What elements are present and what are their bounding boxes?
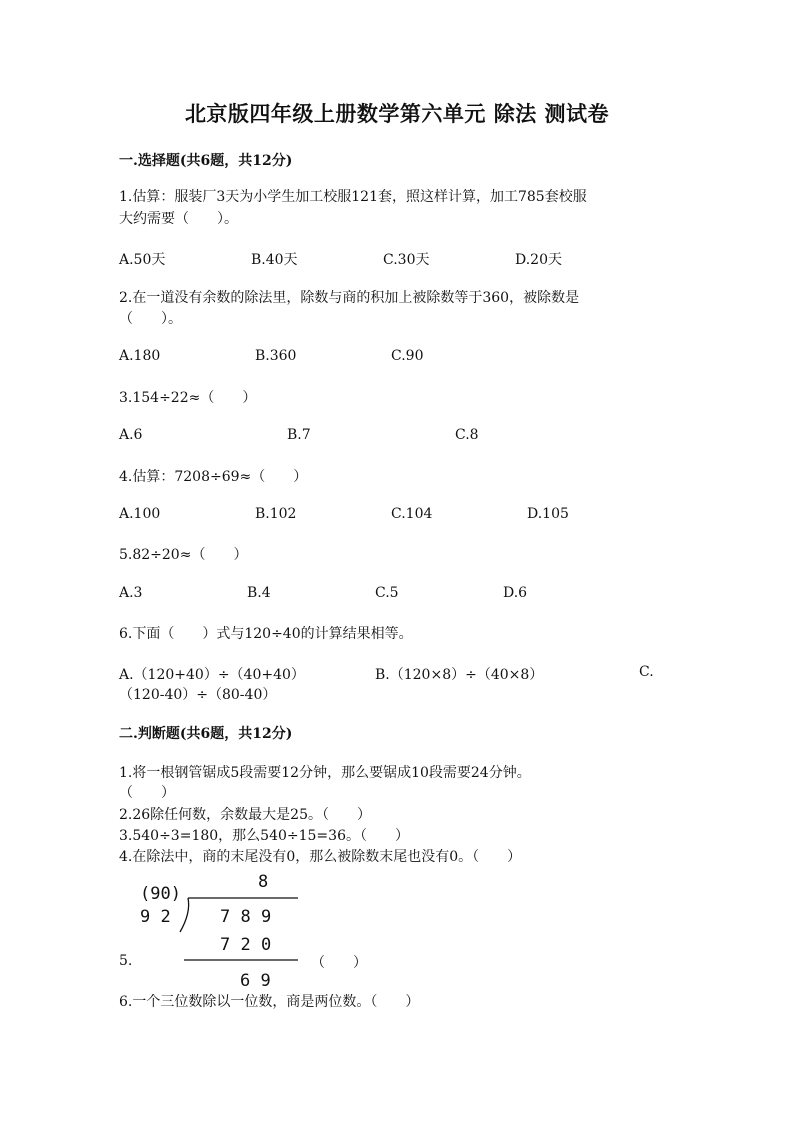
- question-4-line-1: 4.估算：7208÷69≈（ ）: [119, 469, 308, 485]
- question-3-option-c: C.8: [455, 427, 479, 443]
- question-4-option-c: C.104: [391, 506, 433, 522]
- section-heading-judgment: 二.判断题(共6题，共12分): [119, 726, 293, 742]
- question-3-option-a: A.6: [119, 427, 143, 443]
- question-2-option-b: B.360: [255, 348, 297, 364]
- judgment-4: 4.在除法中，商的末尾没有0，那么被除数末尾也没有0。（ ）: [119, 849, 522, 865]
- question-2-option-a: A.180: [119, 348, 161, 364]
- division-quotient: 8: [258, 872, 269, 892]
- judgment-3: 3.540÷3=180，那么540÷15=36。（ ）: [119, 828, 409, 844]
- judgment-5-label: 5.: [119, 953, 133, 969]
- question-1-line-2: 大约需要（ ）。: [119, 211, 238, 227]
- question-6-option-b: B.（120×8）÷（40×8）: [375, 667, 544, 683]
- question-3-option-b: B.7: [287, 427, 311, 443]
- judgment-1-line-1: 1.将一根钢管锯成5段需要12分钟，那么要锯成10段需要24分钟。: [119, 765, 531, 781]
- division-remainder: 6 9: [240, 971, 271, 990]
- division-divisor: 9 2: [140, 907, 171, 927]
- question-2-line-1: 2.在一道没有余数的除法里，除数与商的积加上被除数等于360，被除数是: [119, 290, 580, 306]
- judgment-5-answer-paren: （ ）: [311, 955, 367, 971]
- division-bracket: [180, 898, 189, 932]
- question-5-option-d: D.6: [503, 585, 528, 601]
- question-1-option-c: C.30天: [383, 252, 430, 268]
- long-division-figure: [128, 868, 308, 990]
- question-1-option-a: A.50天: [119, 252, 166, 268]
- question-2-option-c: C.90: [391, 348, 424, 364]
- question-1-line-1: 1.估算：服装厂3天为小学生加工校服121套，照这样计算，加工785套校服: [119, 189, 587, 205]
- question-6-option-a: A.（120+40）÷（40+40）: [119, 667, 305, 683]
- question-5-line-1: 5.82÷20≈（ ）: [119, 547, 248, 563]
- question-1-option-b: B.40天: [251, 252, 298, 268]
- question-1-option-d: D.20天: [515, 252, 562, 268]
- question-5-option-a: A.3: [119, 585, 143, 601]
- question-5-option-c: C.5: [375, 585, 399, 601]
- question-3-line-1: 3.154÷22≈（ ）: [119, 390, 257, 406]
- division-product: 7 2 0: [220, 935, 272, 955]
- question-2-line-2: （ ）。: [119, 311, 182, 327]
- judgment-2: 2.26除任何数，余数最大是25。（ ）: [119, 807, 371, 823]
- question-4-option-a: A.100: [119, 506, 161, 522]
- question-6-line-1: 6.下面（ ）式与120÷40的计算结果相等。: [119, 626, 413, 642]
- question-4-option-b: B.102: [255, 506, 297, 522]
- division-estimate: (90): [140, 884, 181, 904]
- judgment-1-line-2: （ ）: [119, 785, 175, 801]
- division-dividend: 7 8 9: [220, 907, 272, 927]
- question-6-option-c: （120-40）÷（80-40）: [119, 687, 277, 703]
- question-6-option-c-label: C.: [639, 664, 654, 680]
- question-5-option-b: B.4: [247, 585, 271, 601]
- question-4-option-d: D.105: [527, 506, 569, 522]
- page-title: 北京版四年级上册数学第六单元 除法 测试卷: [184, 101, 610, 126]
- judgment-6: 6.一个三位数除以一位数，商是两位数。（ ）: [119, 994, 420, 1010]
- section-heading-choice: 一.选择题(共6题，共12分): [119, 153, 293, 169]
